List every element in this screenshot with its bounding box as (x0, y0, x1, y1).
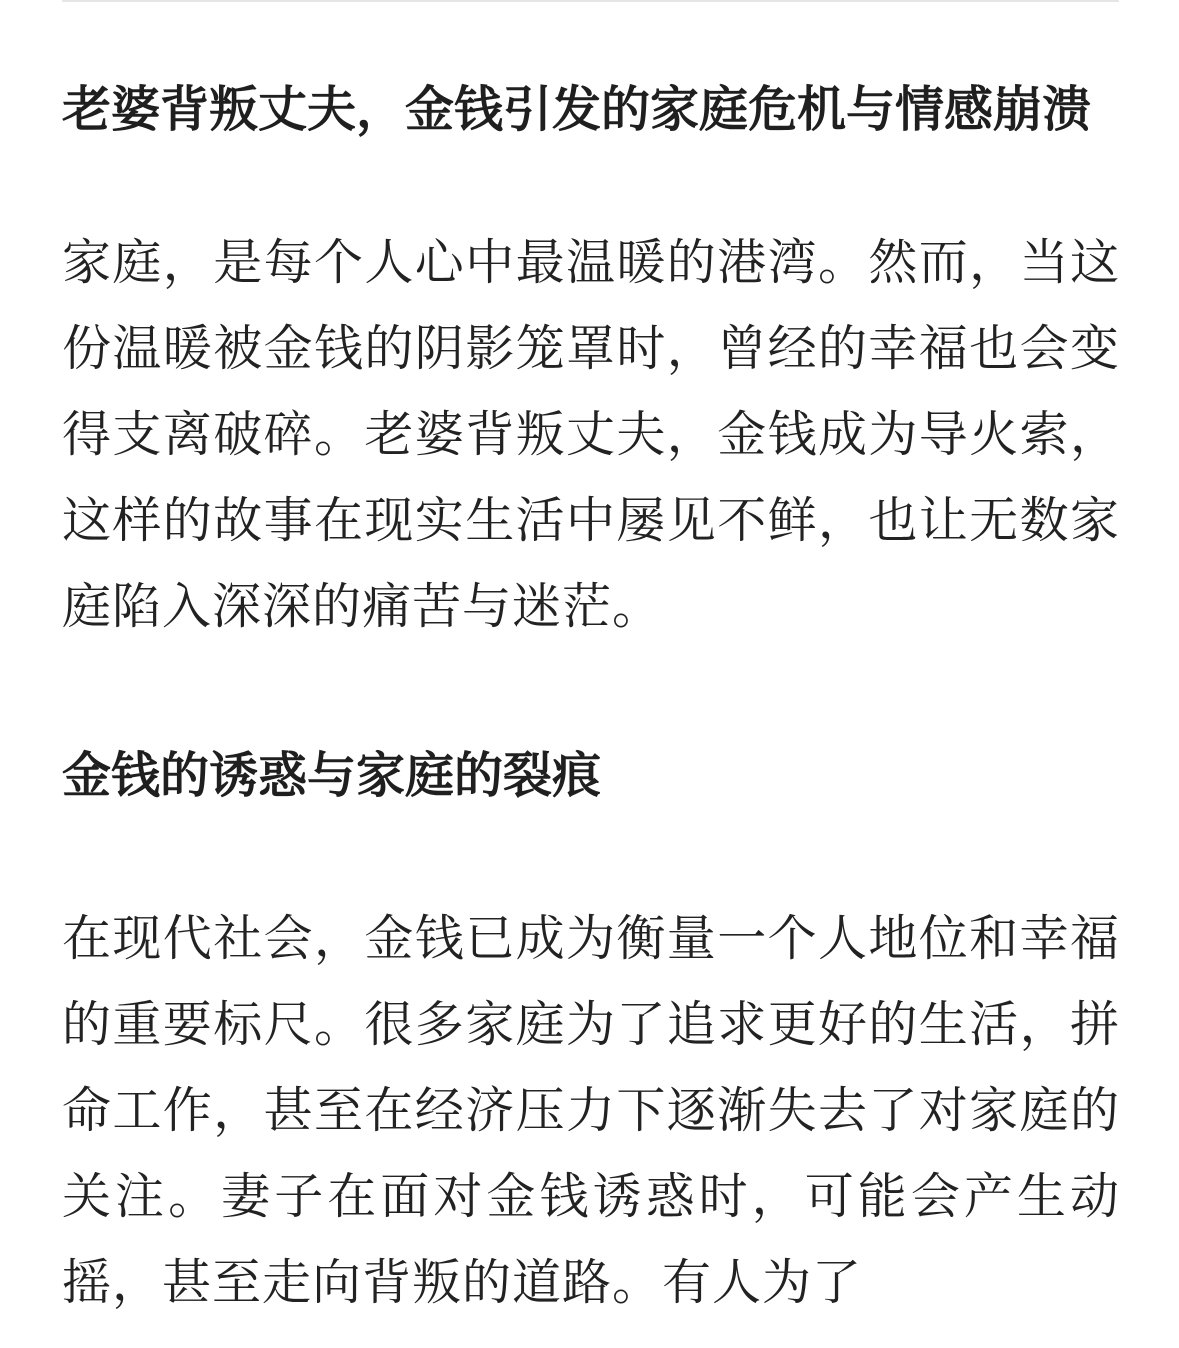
top-divider (62, 0, 1119, 2)
article-body (62, 70, 1120, 1326)
section-heading: 金钱的诱惑与家庭的裂痕 (62, 747, 602, 804)
article-title: 老婆背叛丈夫，金钱引发的家庭危机与情感崩溃 (62, 81, 1092, 138)
section-paragraph: 在现代社会，金钱已成为衡量一个人地位和幸福的重要标尺。很多家庭为了追求更好的生活，拼命工作，甚至在经济压力下逐渐失去了对家庭的关注。妻子在面对金钱诱惑时，可能会产生动摇，甚至走向背叛的道路。有人为了 (62, 910, 1120, 1311)
intro-paragraph: 家庭，是每个人心中最温暖的港湾。然而，当这份温暖被金钱的阴影笼罩时，曾经的幸福也会变得支离破碎。老婆背叛丈夫，金钱成为导火索，这样的故事在现实生活中屡见不鲜，也让无数家庭陷入深深的痛苦与迷茫。 (62, 234, 1120, 635)
